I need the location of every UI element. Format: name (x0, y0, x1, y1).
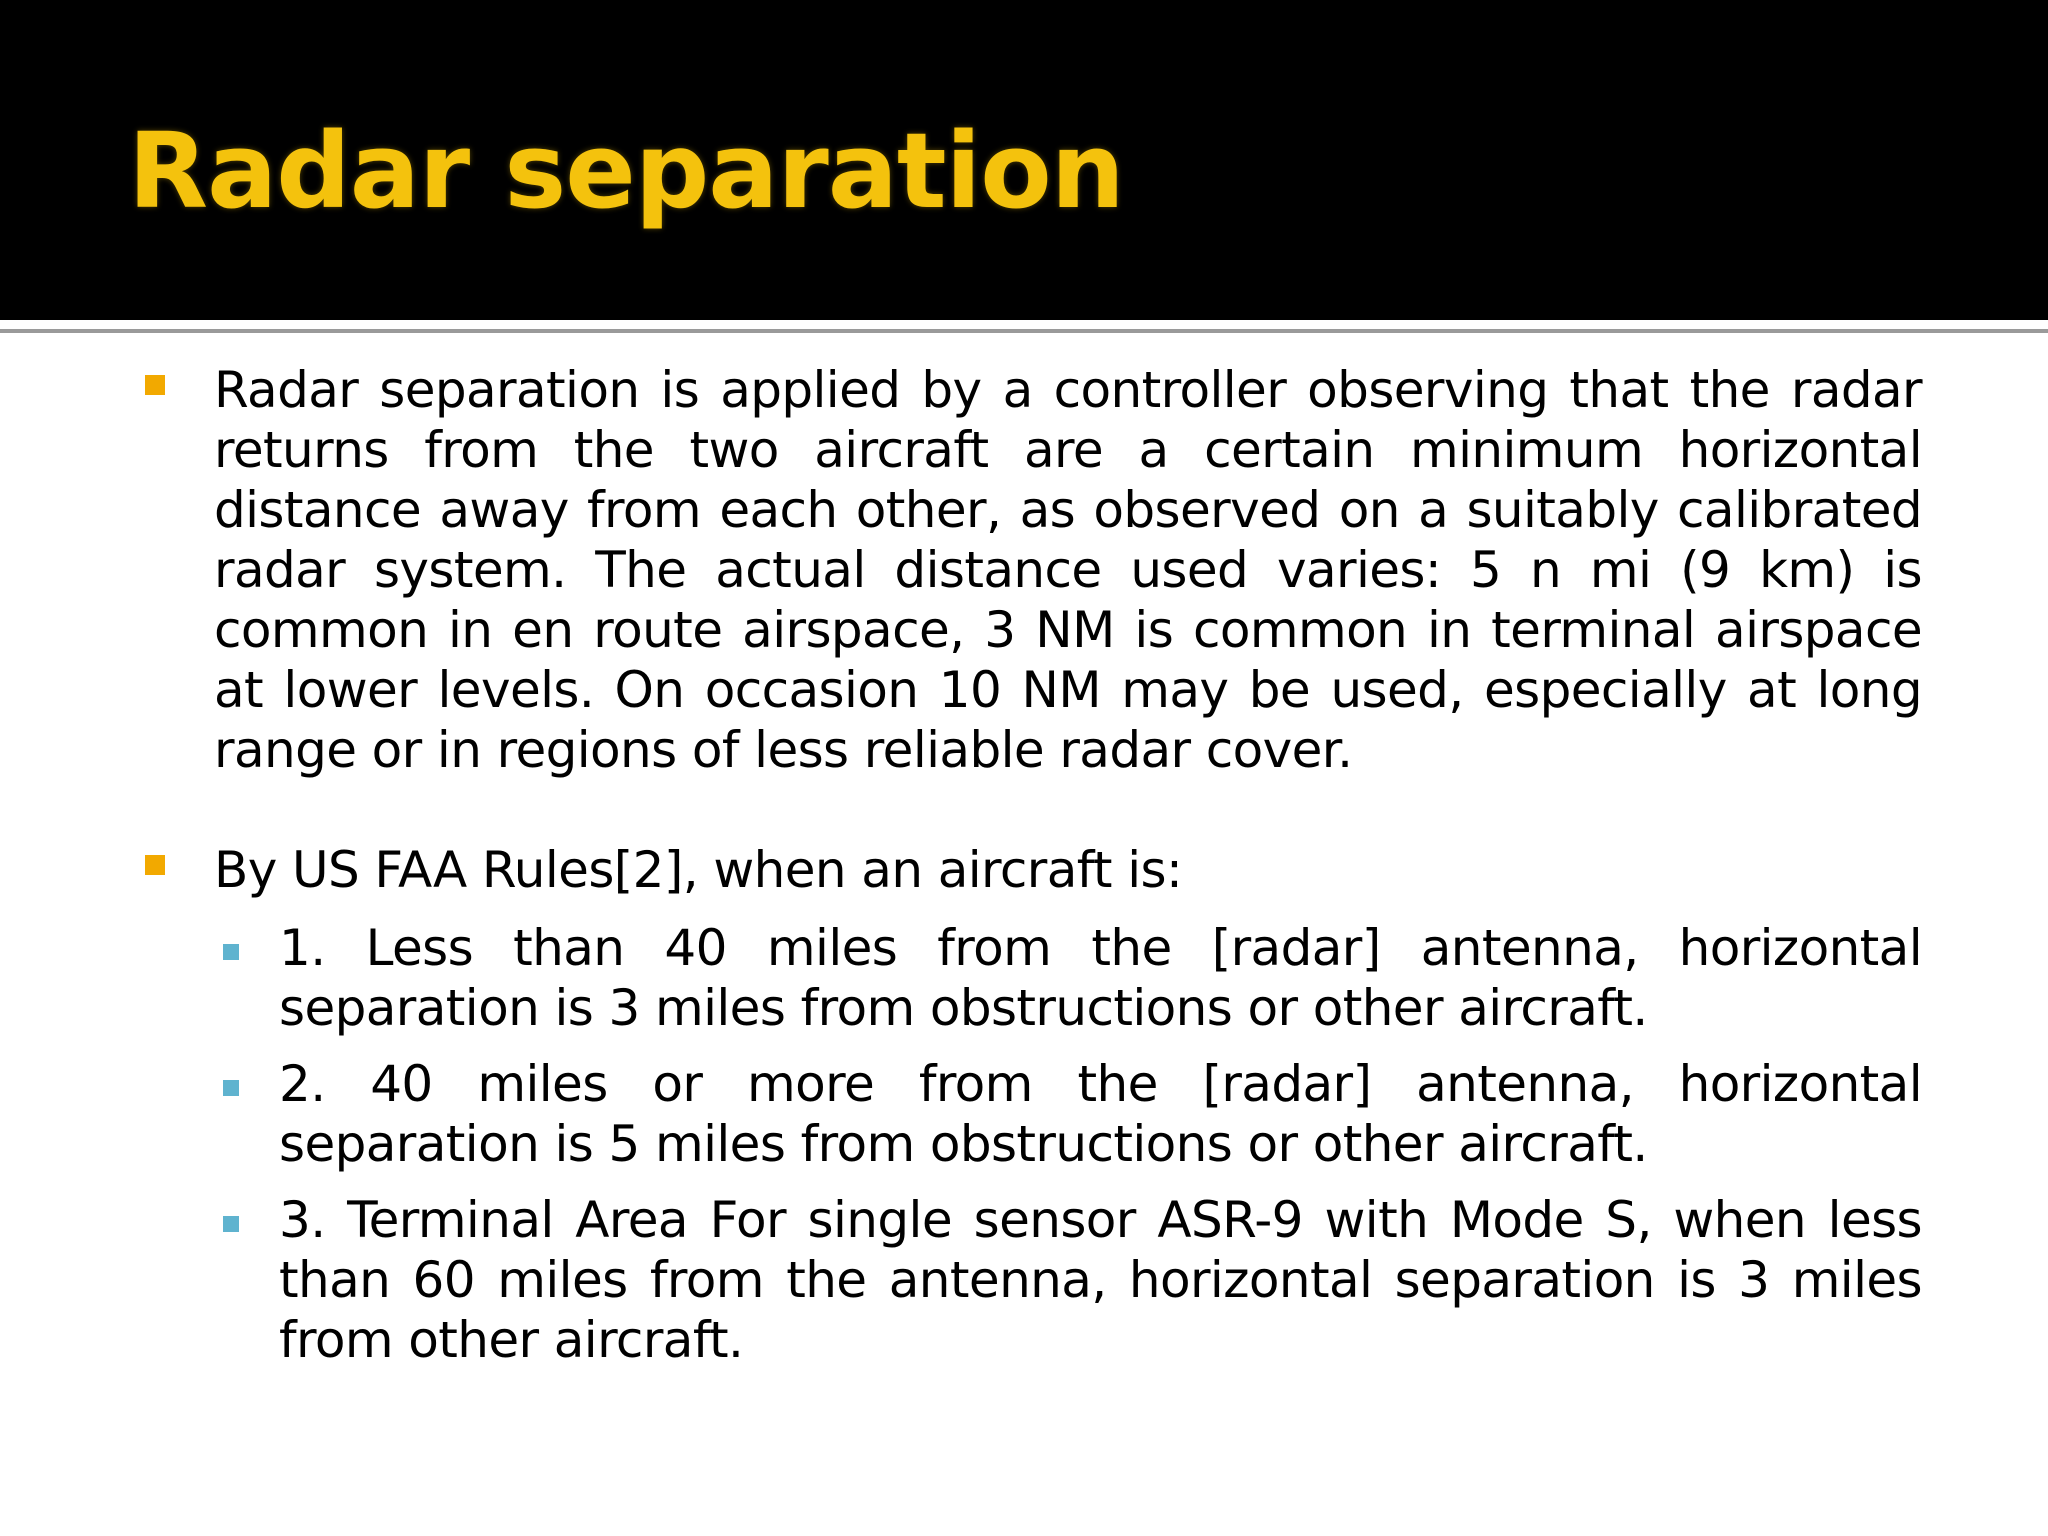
square-bullet-icon (145, 375, 165, 395)
sub-bullet-text: 2. 40 miles or more from the [radar] antenna, horizontal separation is 5 miles from obstructions or other aircraft. (279, 1055, 1922, 1173)
sub-bullet-icon (223, 944, 239, 960)
rule-gap (0, 320, 2048, 326)
title-bar (0, 0, 2048, 320)
title-divider (0, 329, 2048, 333)
sub-bullet-icon (223, 1216, 239, 1232)
sub-bullet-text: 3. Terminal Area For single sensor ASR-9 with Mode S, when less than 60 miles from the antenna, horizontal separation is 3 miles from other aircraft. (279, 1191, 1922, 1369)
sub-bullet-icon (223, 1080, 239, 1096)
slide-title: Radar separation (128, 110, 1124, 232)
square-bullet-icon (145, 855, 165, 875)
sub-bullet-text: 1. Less than 40 miles from the [radar] antenna, horizontal separation is 3 miles from obstructions or other aircraft. (279, 919, 1922, 1037)
bullet-text: By US FAA Rules[2], when an aircraft is: (214, 841, 1183, 899)
bullet-text: Radar separation is applied by a controller observing that the radar returns from the two aircraft are a certain minimum horizontal distance away from each other, as observed on a suitably calibrated radar system. The actual distance used varies: 5 n mi (9 km) is common in en route airspace, 3 NM is common in terminal airspace at lower levels. On occasion 10 NM may be used, especially at long range or in regions of less reliable radar cover. (214, 361, 1922, 779)
